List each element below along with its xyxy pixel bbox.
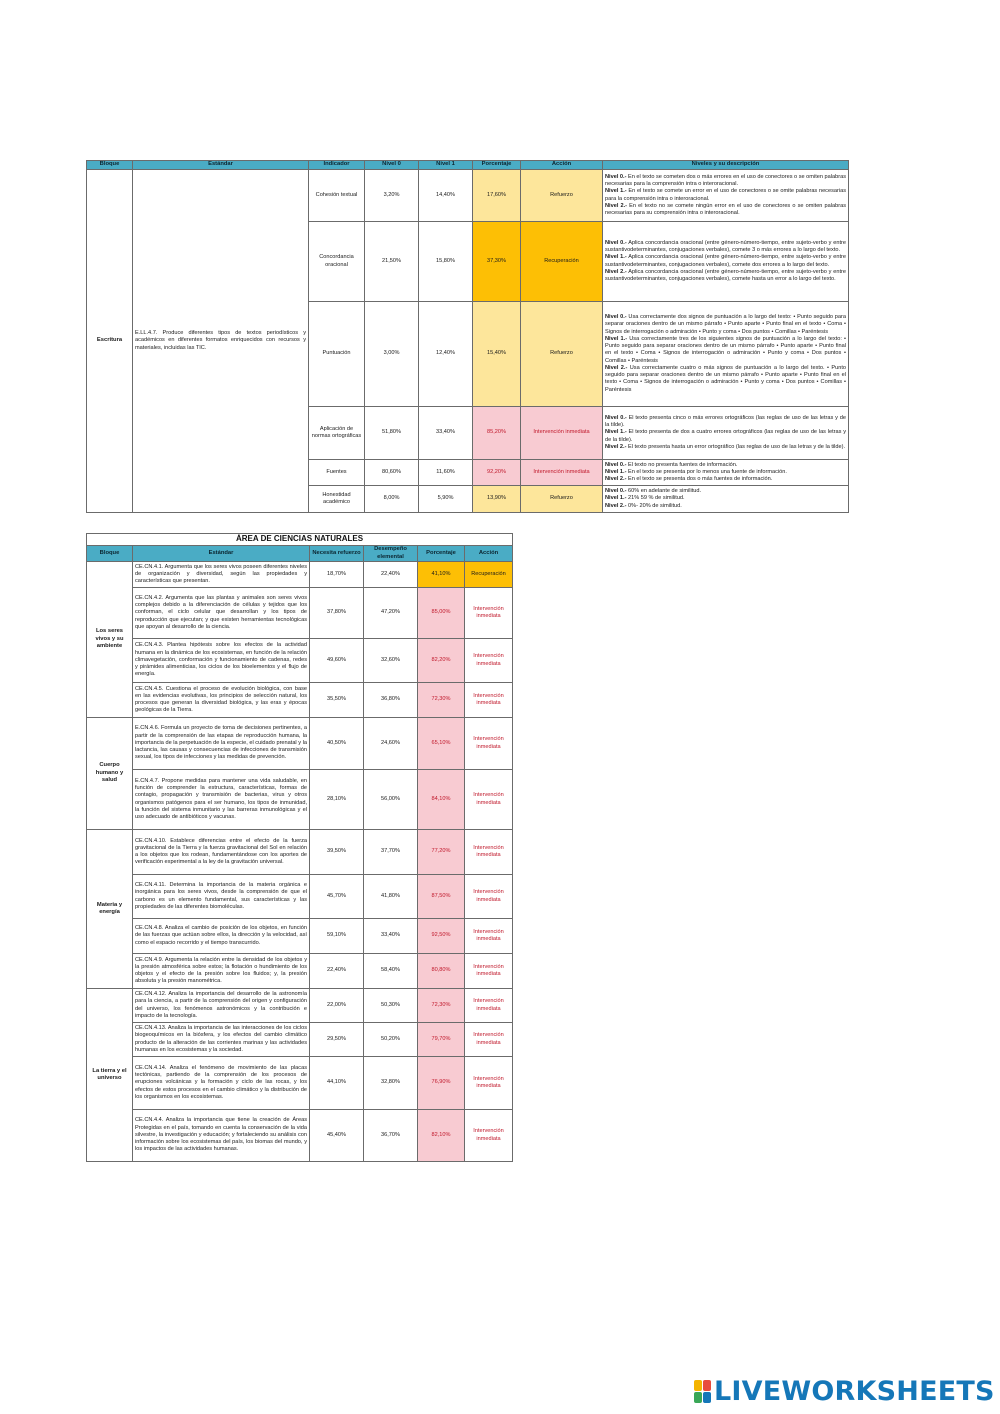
table-row [87,1023,513,1057]
porcentaje-cell: 72,30% [418,989,465,1023]
accion-cell: Intervención inmediata [465,639,513,683]
indicador-cell: Aplicación de normas ortográficas [309,407,365,460]
table-header-row [87,161,849,170]
niveles-descripcion-cell [603,407,849,460]
elemental-cell: 22,40% [364,562,418,588]
writing-assessment-table [86,160,849,513]
nivel-text: Usa correctamente cuatro o más signos de puntuación a lo largo del texto. • Punto seguido para separar oraciones dentro de un mismo párrafo • Punto aparte • Punto final en el texto • Coma • Signos de interrogación o admiración • Punto y coma • Dos puntos • Comillas • Paréntesis [605,364,847,393]
nivel-line [605,503,846,510]
porcentaje-cell: 80,80% [418,954,465,989]
nivel1-cell: 14,40% [419,170,473,222]
nivel-line [605,444,846,451]
table-row [87,718,513,770]
nivel-label: Nivel 2.- [605,364,628,371]
elemental-cell: 32,60% [364,639,418,683]
refuerzo-cell: 22,00% [310,989,364,1023]
nivel-text: En el texto se presenta dos o más fuentes de información. [626,476,773,483]
nivel-text: El texto presenta hasta un error ortográfico (las reglas de uso de las letras y de la tilde). [626,443,846,450]
nivel-text: Aplica concordancia oracional (entre género-número-tiempo, entre sujeto-verbo y entre sustantivodeterminantes, conjugaciones verbales), comete 3 o más errores a lo largo del texto. [605,239,847,253]
accion-cell: Refuerzo [521,486,603,513]
estandar-cell: CE.CN.4.4. Analiza la importancia que tiene la creación de Áreas Protegidas en el país, tomando en cuenta la conservación de la vida silvestre, la investigación y educación; y fortaleciendo su análisis con información sobre los ecosistemas del país, los biomas del mundo, y los impactos de las actividades humanas. [133,1110,310,1162]
table-row [87,562,513,588]
refuerzo-cell: 49,60% [310,639,364,683]
table-row [87,954,513,989]
estandar-cell: CE.CN.4.5. Cuestiona el proceso de evolución biológica, con base en las evidencias evolutivas, los principios de selección natural, los procesos que generan la diversidad biológica, y las eras y épocas geológicas de la Tierra. [133,683,310,718]
header-porcentaje: Porcentaje [473,161,521,170]
table-row [87,989,513,1023]
nivel1-cell: 5,90% [419,486,473,513]
nivel-text: El texto no presenta fuentes de información. [626,461,738,468]
estandar-cell: CE.CN.4.1. Argumenta que los seres vivos poseen diferentes niveles de organización y diversidad, según las propiedades y características que presentan. [133,562,310,588]
indicador-cell: Honestidad académico [309,486,365,513]
nivel-label: Nivel 1.- [605,429,627,436]
nivel-line [605,495,846,502]
nivel-text: En el texto se cometen dos o más errores en el uso de conectores o se omiten palabras necesarias para la comprensión intra o interoracional. [605,173,846,187]
accion-cell: Intervención inmediata [465,875,513,919]
nivel-label: Nivel 1.- [605,254,627,261]
nivel1-cell: 12,40% [419,302,473,407]
nivel-label: Nivel 0.- [605,488,627,495]
refuerzo-cell: 22,40% [310,954,364,989]
nivel-line [605,415,846,430]
porcentaje-cell: 13,90% [473,486,521,513]
porcentaje-cell: 76,90% [418,1057,465,1110]
natural-sciences-table [86,533,513,1162]
table-row [87,919,513,954]
porcentaje-cell: 92,50% [418,919,465,954]
area-title: ÁREA DE CIENCIAS NATURALES [87,534,513,546]
nivel-text: En el texto se comete un error en el uso de conectores o se omite palabras necesarias para la comprensión intra o interoracional. [605,188,847,202]
header-bloque: Bloque [87,546,133,562]
header-estandar: Estándar [133,161,309,170]
estandar-cell: CE.CN.4.8. Analiza el cambio de posición de los objetos, en función de las fuerzas que actúan sobre ellos, la dirección y la velocidad, así como el espacio recorrido y el tiempo transcurrido. [133,919,310,954]
refuerzo-cell: 35,50% [310,683,364,718]
nivel0-cell: 3,20% [365,170,419,222]
accion-cell: Intervención inmediata [465,683,513,718]
porcentaje-cell: 72,30% [418,683,465,718]
porcentaje-cell: 85,00% [418,588,465,639]
nivel-label: Nivel 0.- [605,173,627,180]
elemental-cell: 56,00% [364,770,418,830]
nivel-text: Usa correctamente tres de los siguientes signos de puntuación a lo largo del texto: • Punto seguido para separar oraciones dentro de un mismo párrafo • Punto aparte • Punto final en el texto • Coma • Signos de interrogación o admiración • Punto y coma • Dos puntos • Comillas • Paréntesis [605,335,847,364]
estandar-cell: CE.CN.4.14. Analiza el fenómeno de movimiento de las placas tectónicas, partiendo de la comprensión de los procesos de erupciones volcánicas y la formación y ciclo de las rocas, y los efectos de estos procesos en el cambio climático y la distribución de los organismos en los ecosistemas. [133,1057,310,1110]
elemental-cell: 50,30% [364,989,418,1023]
estandar-cell: CE.CN.4.11. Determina la importancia de la materia orgánica e inorgánica para los seres vivos, desde la comprensión de que el carbono es un elemento fundamental, sus características y las propiedades de las diferentes biomoléculas. [133,875,310,919]
nivel1-cell: 33,40% [419,407,473,460]
bloque-cell: Materia y energía [87,830,133,989]
nivel-text: 60% en adelante de similitud. [626,488,702,495]
table-header-row [87,546,513,562]
nivel-text: En el texto no se comete ningún error en el uso de conectores o se omiten palabras necesarias para su comprensión intra o interoracional. [605,202,846,217]
porcentaje-cell: 87,50% [418,875,465,919]
nivel-text: Aplica concordancia oracional (entre género-número-tiempo, entre sujeto-verbo y entre sustantivodeterminantes, conjugaciones verbales), comete dos errores a lo largo del texto. [605,254,847,268]
porcentaje-cell: 82,20% [418,639,465,683]
refuerzo-cell: 59,10% [310,919,364,954]
nivel-label: Nivel 2.- [605,202,628,209]
table-row [87,683,513,718]
estandar-cell: CE.CN.4.2. Argumenta que las plantas y animales son seres vivos complejos debido a la diferenciación de células y tejidos que los conforman, el ciclo celular que desarrollan y los tipos de reproducción que ejecutan; y que existen herramientas tecnológicas que apoyan al desarrollo de la ciencia. [133,588,310,639]
porcentaje-cell: 37,30% [473,222,521,302]
accion-cell: Intervención inmediata [465,1110,513,1162]
table-row [87,770,513,830]
indicador-cell: Cohesión textual [309,170,365,222]
accion-cell: Refuerzo [521,302,603,407]
estandar-cell: CE.CN.4.13. Analiza la importancia de las interacciones de los ciclos biogeoquímicos en la biósfera, y los efectos del cambio climático producto de la alteración de las corrientes marinas y las actividades humanas en los ecosistemas y la sociedad. [133,1023,310,1057]
nivel-label: Nivel 1.- [605,495,627,502]
accion-cell: Intervención inmediata [465,588,513,639]
elemental-cell: 24,60% [364,718,418,770]
nivel1-cell: 15,80% [419,222,473,302]
bloque-cell: Cuerpo humano y salud [87,718,133,830]
accion-cell: Intervención inmediata [465,919,513,954]
porcentaje-cell: 92,20% [473,460,521,486]
estandar-cell: CE.CN.4.12. Analiza la importancia del desarrollo de la astronomía para la ciencia, a partir de la comprensión del origen y configuración del universo, los fenómenos astronómicos y la contribución e impacto de la tecnología. [133,989,310,1023]
nivel0-cell: 21,50% [365,222,419,302]
nivel-line [605,469,846,476]
table-row [87,170,849,222]
elemental-cell: 36,80% [364,683,418,718]
refuerzo-cell: 37,80% [310,588,364,639]
nivel-line [605,488,846,495]
niveles-descripcion-cell [603,302,849,407]
porcentaje-cell: 17,60% [473,170,521,222]
header-nivel0: Nivel 0 [365,161,419,170]
nivel1-cell: 11,60% [419,460,473,486]
table-row [87,1057,513,1110]
nivel-text: En el texto se presenta por lo menos una fuente de información. [626,468,787,475]
accion-cell: Intervención inmediata [521,407,603,460]
niveles-descripcion-cell [603,460,849,486]
elemental-cell: 37,70% [364,830,418,875]
accion-cell: Recuperación [465,562,513,588]
nivel0-cell: 8,00% [365,486,419,513]
niveles-descripcion-cell [603,486,849,513]
header-desempeno-elemental: Desempeño elemental [364,546,418,562]
header-estandar: Estándar [133,546,310,562]
estandar-cell: E.CN.4.6. Formula un proyecto de toma de decisiones pertinentes, a partir de la comprensión de las etapas de reproducción humana, la importancia de la perpetuación de la especie, el cuidado prenatal y la lactancia, las causas y consecuencias de infecciones de transmisión sexual, los tipos de infecciones y las medidas de prevención. [133,718,310,770]
elemental-cell: 41,80% [364,875,418,919]
liveworksheets-logo [694,1376,995,1406]
refuerzo-cell: 40,50% [310,718,364,770]
nivel0-cell: 51,80% [365,407,419,460]
nivel-line [605,188,846,203]
nivel-line [605,336,846,365]
nivel-text: Usa correctamente dos signos de puntuación a lo largo del texto: • Punto seguido para separar oraciones dentro de un mismo párrafo • Punto aparte • Punto final en el texto • Coma • Signos de interrogación o admiración • Punto y coma • Dos puntos • Comillas • Paréntesis [605,314,847,335]
nivel-label: Nivel 2.- [605,476,627,483]
porcentaje-cell: 85,20% [473,407,521,460]
header-niveles: Niveles y su descripción [603,161,849,170]
table-row [87,588,513,639]
nivel-line [605,240,846,255]
estandar-cell: CE.CN.4.3. Plantea hipótesis sobre los efectos de la actividad humana en la dinámica de los ecosistemas, en función de la relación climavegetación, conformación y funcionamiento de cadenas, redes y pirámides alimenticias, los ciclos de los bioelementos y el flujo de energía. [133,639,310,683]
estandar-cell: E.CN.4.7. Propone medidas para mantener una vida saludable, en función de comprender la estructura, características, formas de contagio, propagación y transmisión de bacterias, virus y otros organismos patógenos para el ser humano, los tipos de inmunidad, la función del sistema inmunitario y las barreras inmunológicas y el uso adecuado de antibióticos y vacunas. [133,770,310,830]
header-porcentaje: Porcentaje [418,546,465,562]
table-row [87,830,513,875]
refuerzo-cell: 28,10% [310,770,364,830]
indicador-cell: Puntuación [309,302,365,407]
logo-text: LIVEWORKSHEETS [714,1375,995,1407]
header-nivel1: Nivel 1 [419,161,473,170]
nivel-text: 0%- 20% de similitud. [626,502,682,509]
nivel-text: Aplica concordancia oracional (entre género-número-tiempo, entre sujeto-verbo y entre sustantivodeterminantes, conjugaciones verbales), comete hasta un error a lo largo del texto. [605,268,847,283]
accion-cell: Intervención inmediata [465,830,513,875]
nivel-text: El texto presenta cinco o más errores ortográficos (las reglas de uso de las letras y de la tilde). [605,414,847,429]
nivel-line [605,254,846,269]
nivel0-cell: 80,60% [365,460,419,486]
refuerzo-cell: 39,50% [310,830,364,875]
elemental-cell: 58,40% [364,954,418,989]
nivel-text: El texto presenta de dos a cuatro errores ortográficos (las reglas de uso de las letras y de la tilde). [605,429,847,443]
nivel-line [605,476,846,483]
accion-cell: Intervención inmediata [465,1057,513,1110]
estandar-cell: CE.CN.4.10. Establece diferencias entre el efecto de la fuerza gravitacional de la Tierra y la fuerza gravitacional del Sol en relación a los objetos que los rodean, fundamentándose con los aportes de verificación experimental a la ley de la gravitación universal. [133,830,310,875]
table-row [87,1110,513,1162]
indicador-cell: Fuentes [309,460,365,486]
header-accion: Acción [465,546,513,562]
porcentaje-cell: 15,40% [473,302,521,407]
elemental-cell: 36,70% [364,1110,418,1162]
accion-cell: Intervención inmediata [521,460,603,486]
accion-cell: Intervención inmediata [465,770,513,830]
nivel-label: Nivel 2.- [605,502,627,509]
nivel-label: Nivel 2.- [605,443,627,450]
niveles-descripcion-cell [603,222,849,302]
accion-cell: Intervención inmediata [465,989,513,1023]
nivel-label: Nivel 0.- [605,414,627,421]
nivel-label: Nivel 2.- [605,268,627,275]
nivel-label: Nivel 0.- [605,239,627,246]
refuerzo-cell: 44,10% [310,1057,364,1110]
bloque-cell: Los seres vivos y su ambiente [87,562,133,718]
nivel0-cell: 3,00% [365,302,419,407]
refuerzo-cell: 45,70% [310,875,364,919]
accion-cell: Intervención inmediata [465,718,513,770]
refuerzo-cell: 45,40% [310,1110,364,1162]
nivel-label: Nivel 0.- [605,461,627,468]
elemental-cell: 32,80% [364,1057,418,1110]
accion-cell: Refuerzo [521,170,603,222]
accion-cell: Intervención inmediata [465,1023,513,1057]
nivel-line [605,314,846,336]
nivel-line [605,269,846,284]
porcentaje-cell: 65,10% [418,718,465,770]
header-necesita-refuerzo: Necesita refuerzo [310,546,364,562]
porcentaje-cell: 79,70% [418,1023,465,1057]
nivel-label: Nivel 1.- [605,335,628,342]
estandar-cell: CE.CN.4.9. Argumenta la relación entre la densidad de los objetos y la presión atmosférica sobre estos; la flotación o hundimiento de los objetos y el efecto de la presión sobre los fluidos; y, la presión absoluta y la presión manométrica. [133,954,310,989]
accion-cell: Recuperación [521,222,603,302]
elemental-cell: 33,40% [364,919,418,954]
header-accion: Acción [521,161,603,170]
niveles-descripcion-cell [603,170,849,222]
nivel-text: 21% 59 % de similitud. [626,495,685,502]
nivel-line [605,429,846,444]
nivel-line [605,203,846,218]
refuerzo-cell: 18,70% [310,562,364,588]
porcentaje-cell: 77,20% [418,830,465,875]
header-bloque: Bloque [87,161,133,170]
porcentaje-cell: 41,10% [418,562,465,588]
elemental-cell: 47,20% [364,588,418,639]
bloque-cell: Escritura [87,170,133,513]
elemental-cell: 50,20% [364,1023,418,1057]
table-row [87,875,513,919]
table-row [87,639,513,683]
porcentaje-cell: 82,10% [418,1110,465,1162]
nivel-label: Nivel 0.- [605,314,627,321]
logo-mark-icon [694,1380,711,1403]
bloque-cell: La tierra y el universo [87,989,133,1162]
refuerzo-cell: 29,50% [310,1023,364,1057]
nivel-line [605,462,846,469]
header-indicador: Indicador [309,161,365,170]
nivel-line [605,365,846,394]
nivel-line [605,174,846,189]
nivel-label: Nivel 1.- [605,468,627,475]
indicador-cell: Concordancia oracional [309,222,365,302]
estandar-cell: E.LL.4.7. Produce diferentes tipos de textos periodísticos y académicos en diferentes formatos enriquecidos con recursos y materiales, incluidas las TIC. [133,170,309,513]
nivel-label: Nivel 1.- [605,188,627,195]
porcentaje-cell: 84,10% [418,770,465,830]
accion-cell: Intervención inmediata [465,954,513,989]
